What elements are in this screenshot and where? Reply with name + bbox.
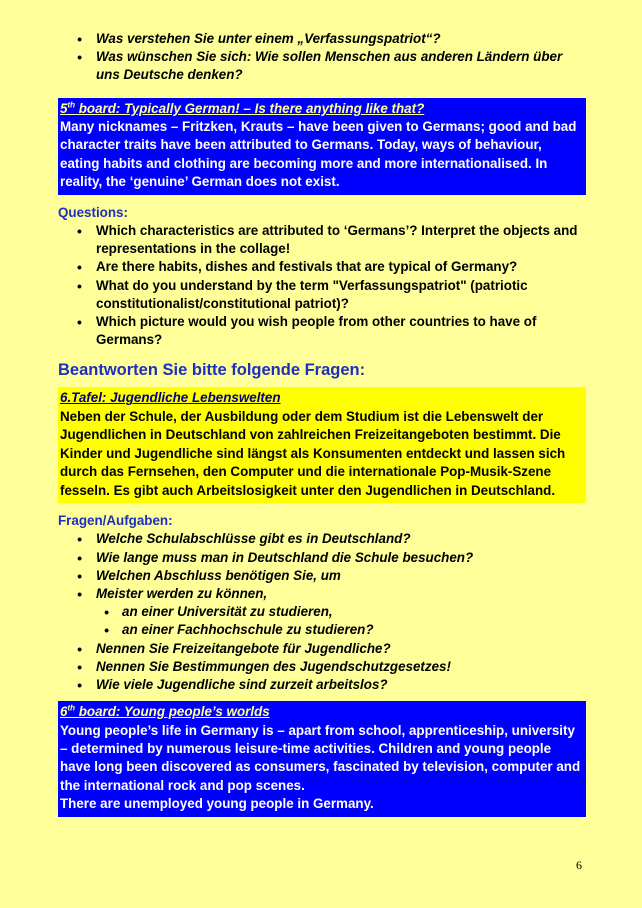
list-item: • Welchen Abschluss benötigen Sie, um — [58, 567, 586, 585]
page-number: 6 — [576, 858, 582, 872]
board-5-box — [58, 98, 586, 195]
questions-list — [58, 222, 586, 349]
list-item: • Nennen Sie Bestimmungen des Jugendschutzgesetzes! — [58, 658, 586, 676]
tafel-6-title: 6.Tafel: Jugendliche Lebenswelten — [60, 390, 281, 406]
list-item: • Are there habits, dishes and festivals that are typical of Germany? — [58, 258, 586, 276]
list-item: • Welche Schulabschlüsse gibt es in Deutschland? — [58, 530, 586, 548]
list-item: • Which characteristics are attributed to ‘Germans’? Interpret the objects and representations in the collage! — [58, 222, 586, 258]
board-6-body-2: There are unemployed young people in Germany. — [60, 796, 374, 812]
board-5-title — [60, 100, 583, 118]
tafel-6-body: Neben der Schule, der Ausbildung oder dem Studium ist die Lebenswelt der Jugendlichen in Deutschland von zahlreichen Freizeitangeboten bestimmt. Die Kinder und Jugendliche sind längst als Konsumenten entdeckt und lassen sich durch das Fernsehen, den Computer und die internationale Pop-Musik-Szene fesseln. Es gibt auch Arbeitslosigkeit unter den Jugendlichen in Deutschland. — [60, 408, 566, 498]
list-item: • Which picture would you wish people from other countries to have of Germans? — [58, 313, 586, 349]
board-5-ordinal: th — [67, 100, 76, 110]
fragen-list — [58, 530, 586, 694]
list-item: • Was wünschen Sie sich: Wie sollen Menschen aus anderen Ländern über uns Deutsche denken? — [58, 48, 586, 84]
sub-list-item: • an einer Universität zu studieren, — [58, 603, 586, 621]
board-6-body: Young people’s life in Germany is – apart from school, apprenticeship, university – determined by numerous leisure-time activities. Children and young people have long been discovered as consumers, fascinated by television, computer and the international rock and pop scenes. — [60, 722, 581, 793]
list-item: • What do you understand by the term "Verfassungspatriot" (patriotic constitutionalist/constitutional patriot)? — [58, 277, 586, 313]
tafel-6-box — [58, 387, 586, 502]
board-6-title — [60, 703, 583, 721]
list-item: • Wie viele Jugendliche sind zurzeit arbeitslos? — [58, 676, 586, 694]
page-content — [58, 30, 586, 817]
board-5-body: Many nicknames – Fritzken, Krauts – have been given to Germans; good and bad character traits have been attributed to Germans. Today, ways of behaviour, eating habits and clothing are becoming more and more internationalised. In reality, the ‘genuine’ German does not exist. — [60, 119, 577, 190]
board-5-title-text: board: Typically German! – Is there anything like that? — [75, 100, 425, 116]
sub-list-item: • an einer Fachhochschule zu studieren? — [58, 621, 586, 639]
board-6-ordinal: th — [67, 703, 76, 713]
list-item: • Was verstehen Sie unter einem „Verfassungspatriot“? — [58, 30, 586, 48]
top-question-list — [58, 30, 586, 85]
board-6-number: 6 — [60, 704, 68, 720]
questions-heading: Questions: — [58, 204, 128, 220]
list-item: • Nennen Sie Freizeitangebote für Jugendliche? — [58, 640, 586, 658]
list-item: • Meister werden zu können, — [58, 585, 586, 603]
section-heading: Beantworten Sie bitte folgende Fragen: — [58, 361, 366, 380]
board-6-title-text: board: Young people’s worlds — [75, 704, 270, 720]
fragen-heading: Fragen/Aufgaben: — [58, 512, 173, 528]
board-6-box — [58, 701, 586, 816]
list-item: • Wie lange muss man in Deutschland die Schule besuchen? — [58, 549, 586, 567]
board-5-number: 5 — [60, 100, 68, 116]
